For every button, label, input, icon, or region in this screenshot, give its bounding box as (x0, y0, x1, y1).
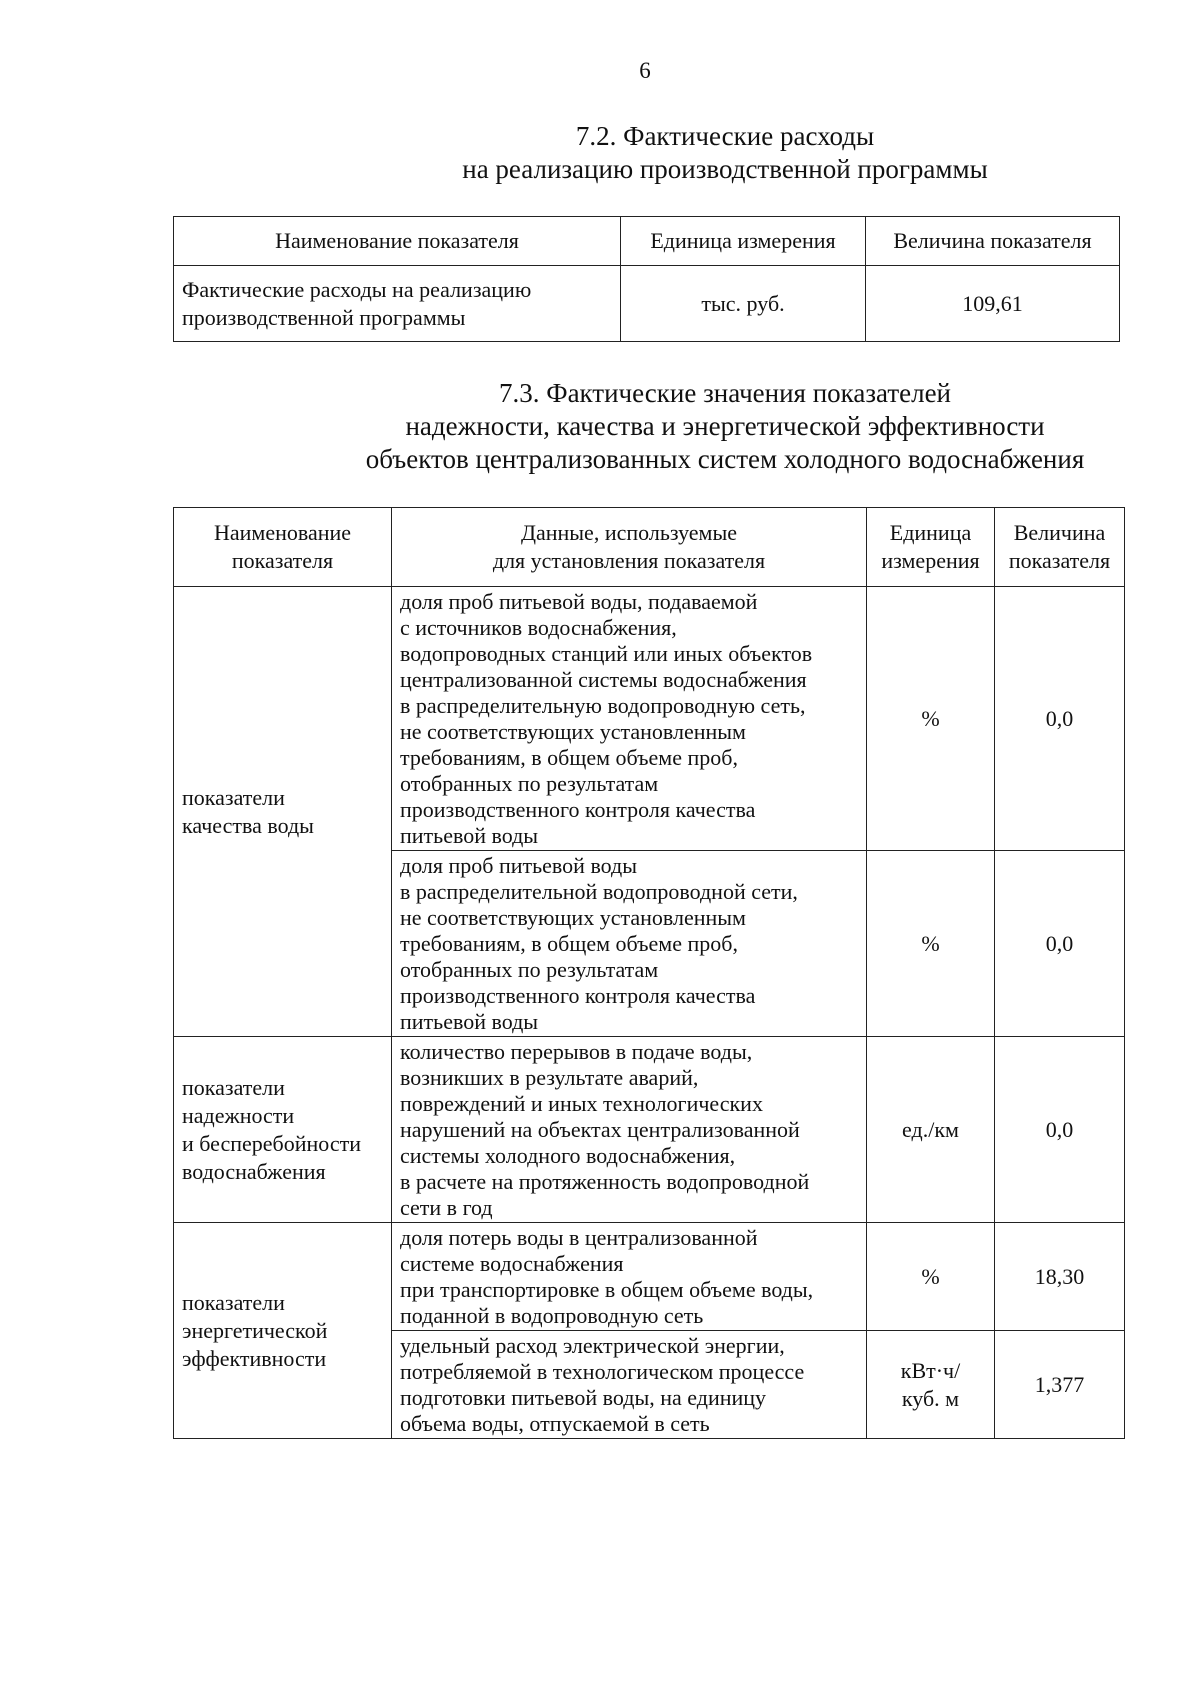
cell-line: отобранных по результатам (400, 956, 659, 982)
cell-source-data (392, 587, 867, 851)
cell-line: показатели (182, 1074, 285, 1100)
table-7-3-indicator-values (173, 507, 1125, 1439)
cell-line: требованиям, в общем объеме проб, (400, 930, 738, 956)
cell-line: надежности (182, 1102, 295, 1128)
table-row (174, 587, 1125, 851)
cell-line: отобранных по результатам (400, 770, 659, 796)
cell-line: централизованной системы водоснабжения (400, 666, 807, 692)
cell-line: поданной в водопроводную сеть (400, 1302, 704, 1328)
cell-indicator-group (174, 587, 392, 1037)
cell-line: удельный расход электрической энергии, (400, 1332, 785, 1358)
cell-line: Наименование (213, 520, 352, 545)
cell-line: показателя (1008, 548, 1111, 573)
cell-line: производственного контроля качества (400, 982, 756, 1008)
cell-line: при транспортировке в общем объеме воды, (400, 1276, 814, 1302)
cell-source-data (392, 1223, 867, 1331)
cell-line: количество перерывов в подаче воды, (400, 1038, 753, 1064)
cell-line: энергетической (182, 1317, 328, 1343)
cell-line: водопроводных станций или иных объектов (400, 640, 813, 666)
title-line: 7.3. Фактические значения показателей (498, 378, 952, 408)
cell-line: сети в год (400, 1194, 493, 1220)
cell-source-data (392, 1331, 867, 1439)
table-header-row (174, 217, 1120, 266)
cell-line: нарушений на объектах централизованной (400, 1116, 800, 1142)
header-cell-name (174, 508, 392, 587)
indicator-table-body (174, 587, 1125, 1439)
cell-line: для установления показателя (492, 548, 766, 573)
cell-source-data (392, 1037, 867, 1223)
cell-line: системы холодного водоснабжения, (400, 1142, 736, 1168)
cell-line: показателя (231, 548, 334, 573)
cell-value: 0,0 (995, 851, 1125, 1037)
cell-line: Величина (1013, 520, 1106, 545)
cell-source-data (392, 851, 867, 1037)
cell-unit (867, 1037, 995, 1223)
cell-line: кВт·ч/ (900, 1357, 961, 1383)
cell-line: ед./км (902, 1116, 959, 1142)
cell-line: объема воды, отпускаемой в сеть (400, 1410, 710, 1436)
title-line: надежности, качества и энергетической эффективности (405, 411, 1045, 441)
cell-line: доля потерь воды в централизованной (400, 1224, 758, 1250)
page-number: 6 (639, 58, 651, 83)
table-7-2-actual-expenses (173, 216, 1120, 342)
cell-unit (867, 1223, 995, 1331)
cell-unit: тыс. руб. (621, 266, 866, 342)
header-cell-value: Величина показателя (866, 217, 1120, 266)
cell-line: питьевой воды (400, 822, 539, 848)
header-cell-name: Наименование показателя (174, 217, 621, 266)
cell-line: доля проб питьевой воды, подаваемой (400, 588, 758, 614)
cell-line: системе водоснабжения (400, 1250, 624, 1276)
cell-line: показатели (182, 784, 285, 810)
table-row (174, 1037, 1125, 1223)
cell-line: с источников водоснабжения, (400, 614, 677, 640)
cell-indicator-group (174, 1223, 392, 1439)
cell-unit (867, 1331, 995, 1439)
cell-line: Фактические расходы на реализацию (182, 276, 532, 302)
cell-line: Данные, используемые (520, 520, 738, 545)
cell-line: доля проб питьевой воды (400, 852, 638, 878)
section-7-3-title (160, 377, 1200, 476)
cell-value: 1,377 (995, 1331, 1125, 1439)
cell-line: % (921, 930, 940, 956)
cell-line: куб. м (901, 1385, 960, 1411)
cell-line: Единица (889, 520, 972, 545)
cell-unit (867, 851, 995, 1037)
cell-line: % (921, 705, 940, 731)
cell-line: производственного контроля качества (400, 796, 756, 822)
title-line: на реализацию производственной программы (462, 154, 988, 184)
cell-line: эффективности (182, 1345, 327, 1371)
header-cell-value (995, 508, 1125, 587)
cell-line: требованиям, в общем объеме проб, (400, 744, 738, 770)
cell-value: 0,0 (995, 587, 1125, 851)
cell-indicator-name (174, 266, 621, 342)
cell-line: повреждений и иных технологических (400, 1090, 763, 1116)
cell-unit (867, 587, 995, 851)
title-line: 7.2. Фактические расходы (575, 121, 875, 151)
cell-line: производственной программы (182, 304, 466, 330)
cell-line: измерения (881, 548, 980, 573)
cell-line: % (921, 1263, 940, 1289)
cell-line: показатели (182, 1289, 285, 1315)
cell-line: и бесперебойности (182, 1130, 361, 1156)
cell-line: водоснабжения (182, 1158, 326, 1184)
cell-line: качества воды (182, 812, 314, 838)
cell-line: в распределительную водопроводную сеть, (400, 692, 806, 718)
cell-value: 109,61 (866, 266, 1120, 342)
section-7-2-title (160, 120, 1200, 186)
header-cell-unit: Единица измерения (621, 217, 866, 266)
header-cell-unit (867, 508, 995, 587)
cell-line: возникших в результате аварий, (400, 1064, 699, 1090)
cell-value: 18,30 (995, 1223, 1125, 1331)
title-line: объектов централизованных систем холодного водоснабжения (365, 444, 1085, 474)
header-cell-data (392, 508, 867, 587)
table-row (174, 266, 1120, 342)
cell-line: не соответствующих установленным (400, 904, 746, 930)
cell-line: в распределительной водопроводной сети, (400, 878, 798, 904)
cell-line: подготовки питьевой воды, на единицу (400, 1384, 767, 1410)
cell-line: в расчете на протяженность водопроводной (400, 1168, 810, 1194)
cell-line: питьевой воды (400, 1008, 539, 1034)
cell-line: не соответствующих установленным (400, 718, 746, 744)
table-header-row (174, 508, 1125, 587)
cell-line: потребляемой в технологическом процессе (400, 1358, 805, 1384)
table-row (174, 1223, 1125, 1331)
cell-indicator-group (174, 1037, 392, 1223)
cell-value: 0,0 (995, 1037, 1125, 1223)
